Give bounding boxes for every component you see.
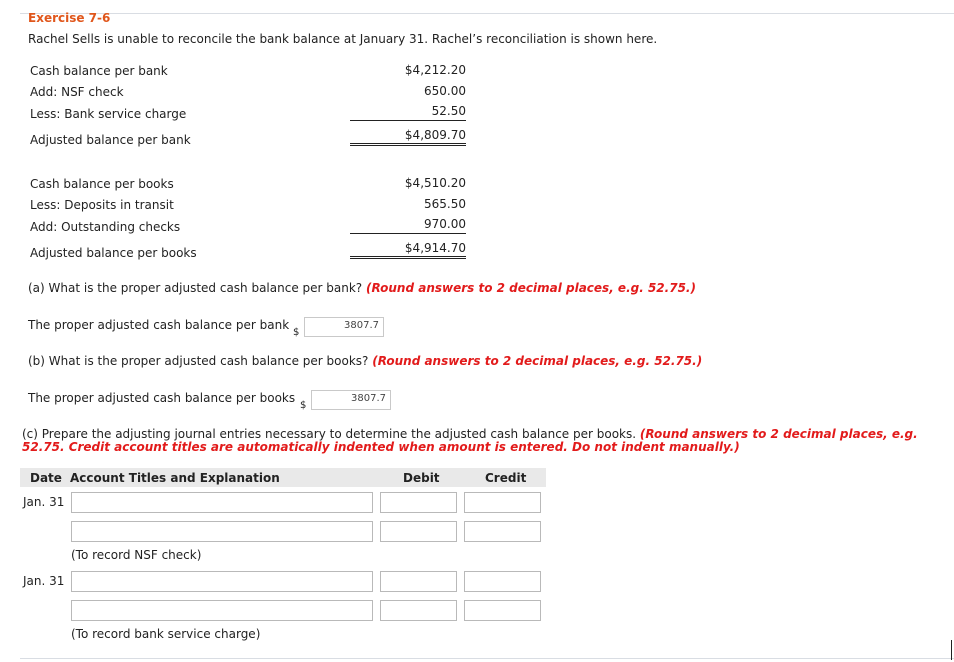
credit-input[interactable] — [464, 492, 541, 513]
entry-date: Jan. 31 — [23, 495, 65, 509]
bank-adjusted-amount: $4,809.70 — [350, 128, 466, 146]
dollar-sign: $ — [300, 400, 307, 411]
question-c — [22, 428, 952, 454]
header-date: Date — [30, 471, 62, 485]
header-credit: Credit — [485, 471, 527, 485]
question-a — [28, 281, 696, 295]
entry-date: Jan. 31 — [23, 574, 65, 588]
entry-note: (To record NSF check) — [71, 548, 202, 562]
account-title-input[interactable] — [71, 521, 373, 542]
credit-input[interactable] — [464, 571, 541, 592]
books-row-label: Cash balance per books — [30, 177, 174, 191]
bank-row-amount: $4,212.20 — [404, 63, 466, 77]
top-divider — [20, 13, 954, 14]
question-b-hint: (Round answers to 2 decimal places, e.g. 52.75.) — [372, 354, 703, 368]
bottom-divider — [20, 658, 954, 659]
bank-row-label: Adjusted balance per bank — [30, 133, 191, 147]
account-title-input[interactable] — [71, 600, 373, 621]
books-row-label: Add: Outstanding checks — [30, 220, 181, 234]
question-c-text: (c) Prepare the adjusting journal entries necessary to determine the adjusted cash balance per books. — [22, 427, 637, 441]
credit-input[interactable] — [464, 600, 541, 621]
account-title-input[interactable] — [71, 571, 373, 592]
question-b — [28, 354, 702, 368]
bank-row-amount: 650.00 — [424, 84, 466, 98]
books-adjusted-amount: $4,914.70 — [350, 241, 466, 259]
bank-row-amount: 52.50 — [350, 104, 466, 121]
intro-text: Rachel Sells is unable to reconcile the bank balance at January 31. Rachel’s reconciliation is shown here. — [28, 32, 658, 46]
books-row-label: Less: Deposits in transit — [30, 198, 174, 212]
bank-row-label: Add: NSF check — [30, 85, 124, 99]
books-row-label: Adjusted balance per books — [30, 246, 197, 260]
header-account: Account Titles and Explanation — [70, 471, 280, 485]
journal-header — [20, 468, 546, 487]
credit-input[interactable] — [464, 521, 541, 542]
debit-input[interactable] — [380, 492, 457, 513]
scroll-edge-marker — [951, 640, 952, 660]
exercise-title: Exercise 7-6 — [28, 11, 111, 25]
question-c-hint: (Round answers to 2 decimal places, e.g. 52.75. Credit account titles are automatically indented when amount is entered. Do not indent manually.) — [22, 427, 918, 454]
debit-input[interactable] — [380, 571, 457, 592]
answer-b-input[interactable]: 3807.7 — [311, 390, 391, 410]
debit-input[interactable] — [380, 521, 457, 542]
question-b-text: (b) What is the proper adjusted cash balance per books? — [28, 354, 369, 368]
answer-a-label: The proper adjusted cash balance per bank — [28, 318, 290, 332]
account-title-input[interactable] — [71, 492, 373, 513]
books-row-amount: 565.50 — [424, 197, 466, 211]
bank-row-label: Cash balance per bank — [30, 64, 168, 78]
answer-a-input[interactable]: 3807.7 — [304, 317, 384, 337]
books-row-amount: $4,510.20 — [404, 176, 466, 190]
answer-b-label: The proper adjusted cash balance per books — [28, 391, 296, 405]
header-debit: Debit — [403, 471, 440, 485]
debit-input[interactable] — [380, 600, 457, 621]
question-a-hint: (Round answers to 2 decimal places, e.g. 52.75.) — [366, 281, 696, 295]
dollar-sign: $ — [293, 327, 300, 338]
question-a-text: (a) What is the proper adjusted cash balance per bank? — [28, 281, 363, 295]
entry-note: (To record bank service charge) — [71, 627, 261, 641]
bank-row-label: Less: Bank service charge — [30, 107, 187, 121]
books-row-amount: 970.00 — [350, 217, 466, 234]
